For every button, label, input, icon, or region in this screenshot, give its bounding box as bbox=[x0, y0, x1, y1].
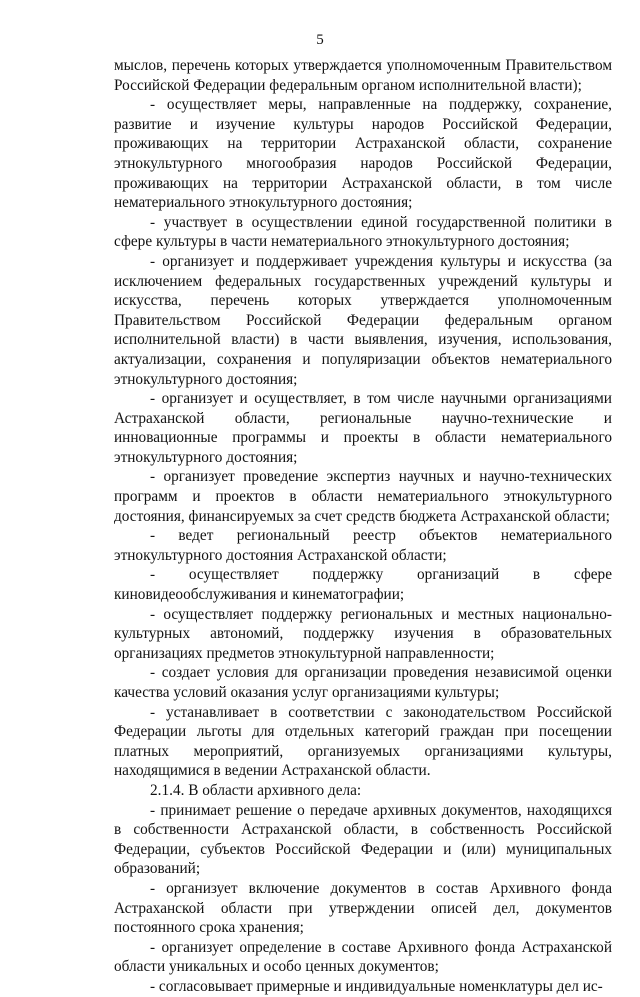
paragraph-archive-transfer: - принимает решение о передаче архивных документов, находящихся в собственности Астраханской области, в собственность Российской Федерации, субъектов Российской Федерации и (или) муниципальных образований; bbox=[114, 801, 612, 878]
section-heading-archives: 2.1.4. В области архивного дела: bbox=[150, 781, 362, 799]
paragraph-unique-documents: - организует определение в составе Архивного фонда Астраханской области уникальных и особо ценных документов; bbox=[114, 938, 612, 976]
paragraph-national-autonomies: - осуществляет поддержку региональных и местных национально-культурных автономий, поддержку изучения в образовательных организациях предметов этнокультурной направленности; bbox=[114, 605, 612, 662]
paragraph-continuation: мыслов, перечень которых утверждается уполномоченным Правительством Российской Федерации федеральным органом исполнительной власти); bbox=[114, 57, 612, 94]
document-body bbox=[114, 56, 612, 997]
paragraph-benefits: - устанавливает в соответствии с законодательством Российской Федерации льготы для отдельных категорий граждан при посещении платных мероприятий, организуемых организациями культуры, находящимися в ведении Астраханской области. bbox=[114, 703, 612, 780]
paragraph-culture-support: - осуществляет меры, направленные на поддержку, сохранение, развитие и изучение культуры народов Российской Федерации, проживающих на территории Астраханской области, сохранение этнокультурного многообразия народов Российской Федерации, проживающих на территории Астраханской области, в том числе нематериального этнокультурного достояния; bbox=[114, 96, 612, 212]
paragraph-nomenclatures: - согласовывает примерные и индивидуальные номенклатуры дел ис- bbox=[150, 977, 603, 995]
paragraph-state-policy: - участвует в осуществлении единой государственной политики в сфере культуры в части нематериального этнокультурного достояния; bbox=[114, 213, 612, 251]
paragraph-archive-inclusion: - организует включение документов в состав Архивного фонда Астраханской области при утверждении описей дел, документов постоянного срока хранения; bbox=[114, 879, 612, 937]
paragraph-quality-assessment: - создает условия для организации проведения независимой оценки качества условий оказания услуг организациями культуры; bbox=[114, 664, 612, 701]
paragraph-regional-registry: - ведет региональный реестр объектов нематериального этнокультурного достояния Астраханской области; bbox=[114, 527, 612, 564]
paragraph-expertise: - организует проведение экспертиз научных и научно-технических программ и проектов в области нематериального этнокультурного достояния, финансируемых за счет средств бюджета Астраханской области; bbox=[114, 468, 612, 525]
page-number: 5 bbox=[316, 32, 324, 48]
paragraph-cinema-support: - осуществляет поддержку организаций в сфере киновидеообслуживания и кинематографии; bbox=[114, 566, 612, 604]
paragraph-culture-institutions: - организует и поддерживает учреждения культуры и искусства (за исключением федеральных государственных учреждений культуры и искусства, перечень которых утверждается уполномоченным Правительством Российской Федерации федеральным органом исполнительной власти) в части выявления, изучения, использования, актуализации, сохранения и популяризации объектов нематериального этнокультурного достояния; bbox=[114, 252, 612, 388]
paragraph-scientific-programs: - организует и осуществляет, в том числе научными организациями Астраханской области, региональные научно-технические и инновационные программы и проекты в области нематериального этнокультурного достояния; bbox=[114, 390, 612, 466]
